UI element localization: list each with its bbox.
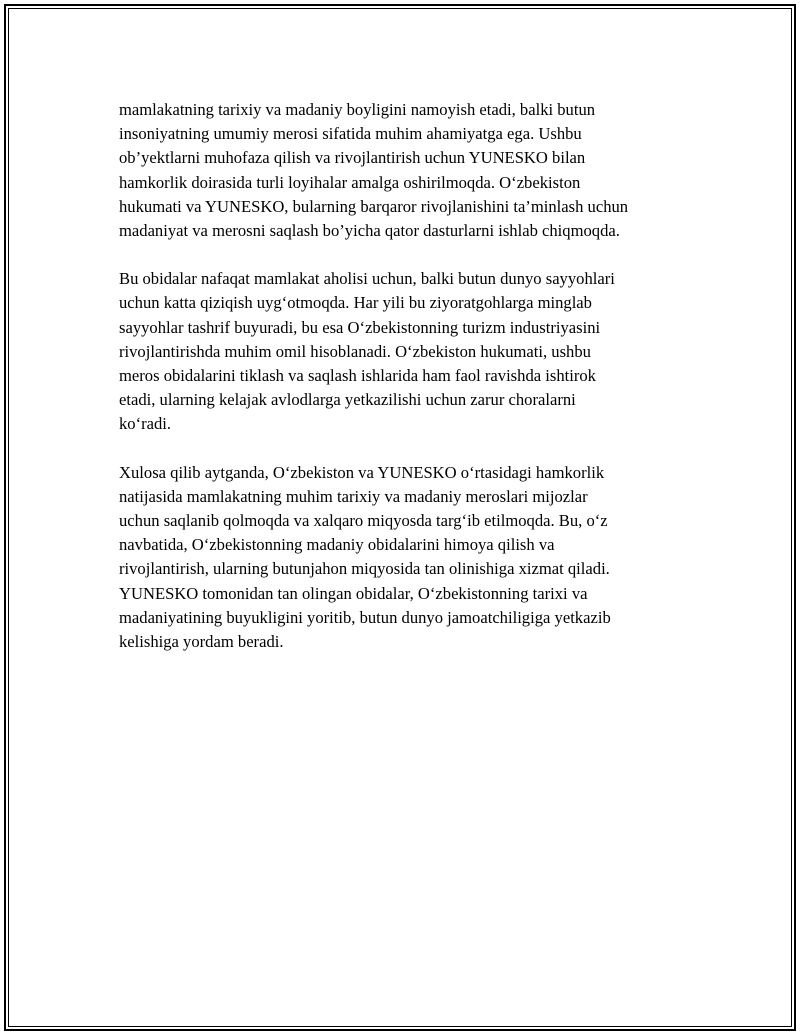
text-line: Xulosa qilib aytganda, O‘zbekiston va YUNESKO o‘rtasidagi hamkorlik — [119, 462, 605, 482]
text-line: hukumati va YUNESKO, bularning barqaror rivojlanishini ta’minlash uchun — [119, 196, 629, 216]
text-line: Bu obidalar nafaqat mamlakat aholisi uchun, balki butun dunyo sayyohlari — [119, 269, 615, 289]
text-line: madaniyatining buyukligini yoritib, butun dunyo jamoatchiligiga yetkazib — [119, 607, 611, 627]
paragraph-3 — [119, 461, 699, 655]
text-line: rivojlantirish, ularning butunjahon miqyosida tan olinishiga xizmat qiladi. — [119, 559, 610, 579]
text-line: mamlakatning tarixiy va madaniy boyligini namoyish etadi, balki butun — [119, 100, 596, 119]
page-border — [4, 4, 796, 1031]
text-line: navbatida, O‘zbekistonning madaniy obidalarini himoya qilish va — [119, 535, 555, 555]
text-line: kelishiga yordam beradi. — [119, 632, 284, 652]
text-line: ob’yektlarni muhofaza qilish va rivojlantirish uchun YUNESKO bilan — [119, 148, 586, 168]
text-line: insoniyatning umumiy merosi sifatida muhim ahamiyatga ega. Ushbu — [119, 124, 582, 144]
text-line: uchun saqlanib qolmoqda va xalqaro miqyosda targ‘ib etilmoqda. Bu, o‘z — [119, 511, 608, 531]
text-line: rivojlantirishda muhim omil hisoblanadi. O‘zbekiston hukumati, ushbu — [119, 341, 591, 361]
text-line: meros obidalarini tiklash va saqlash ishlarida ham faol ravishda ishtirok — [119, 366, 596, 386]
text-line: sayyohlar tashrif buyuradi, bu esa O‘zbekistonning turizm industriyasini — [119, 317, 601, 337]
text-line: ko‘radi. — [119, 414, 172, 434]
text-line: natijasida mamlakatning muhim tarixiy va madaniy meroslari mijozlar — [119, 486, 588, 506]
paragraph-2 — [119, 267, 699, 436]
text-line: etadi, ularning kelajak avlodlarga yetkazilishi uchun zarur choralarni — [119, 390, 576, 410]
text-line: madaniyat va merosni saqlash bo’yicha qator dasturlarni ishlab chiqmoqda. — [119, 221, 620, 241]
document-body — [119, 98, 699, 678]
text-line: uchun katta qiziqish uyg‘otmoqda. Har yili bu ziyoratgohlarga minglab — [119, 293, 592, 313]
paragraph-1 — [119, 98, 699, 243]
text-line: hamkorlik doirasida turli loyihalar amalga oshirilmoqda. O‘zbekiston — [119, 172, 581, 192]
text-line: YUNESKO tomonidan tan olingan obidalar, O‘zbekistonning tarixi va — [119, 583, 588, 603]
